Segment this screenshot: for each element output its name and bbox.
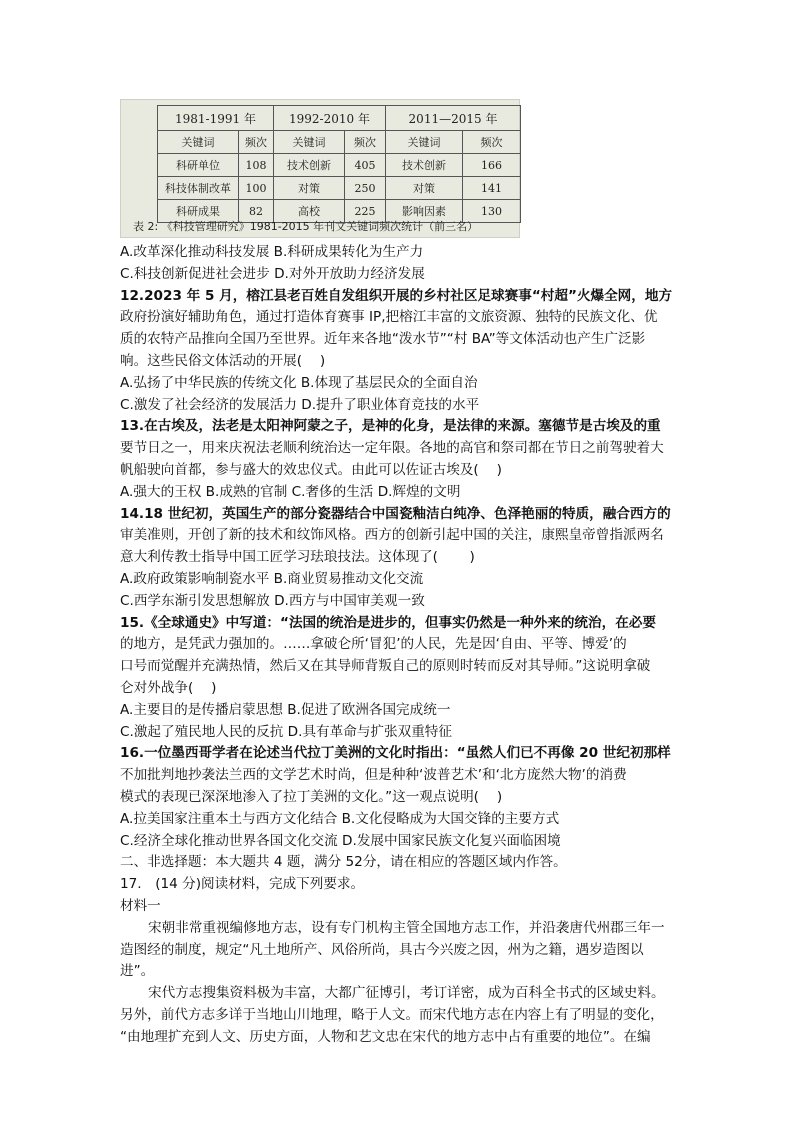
material-heading: 材料一: [120, 897, 161, 914]
question-line: 政府扮演好辅助角色，通过打造体育赛事 IP,把榕江丰富的文旅资源、独特的民族文化、优: [120, 309, 658, 326]
question-line: 意大利传教士指导中国工匠学习珐琅技法。这体现了( ): [120, 549, 475, 566]
table-cell: 技术创新: [386, 154, 463, 177]
table-cell: 对策: [274, 177, 345, 200]
table-cell: 82: [239, 200, 274, 223]
question-line: 响。这些民俗文体活动的开展( ): [120, 352, 326, 369]
table-cell: 100: [239, 177, 274, 200]
table-cell: 108: [239, 154, 274, 177]
table-cell: 225: [345, 200, 386, 223]
question-line: 不加批判地抄袭法兰西的文学艺术时尚，但是种种‘波普艺术’和‘北方庞然大物’的消费: [120, 767, 627, 784]
option-line: A.主要目的是传播启蒙思想 B.促进了欧洲各国完成统一: [120, 701, 451, 718]
material-line: 另外，前代方志多详于当地山川地理，略于人文。而宋代地方志在内容上有了明显的变化，: [120, 1006, 664, 1023]
option-line: A.拉美国家注重本土与西方文化结合 B.文化侵略成为大国交锋的主要方式: [120, 810, 560, 827]
period-header-1: 1981-1991 年: [158, 106, 274, 131]
table-cell: 141: [463, 177, 521, 200]
material-paragraph: 宋朝非常重视编修地方志，设有专门机构主管全国地方志工作，并沿袭唐代州郡三年一: [148, 919, 665, 936]
question-14-stem: 14.18 世纪初，英国生产的部分瓷器结合中国瓷釉洁白纯净、色泽艳丽的特质，融合西方的: [120, 505, 671, 522]
material-line: “由地理扩充到人文、历史方面，人物和艺文忠在宋代的地方志中占有重要的地位”。在编: [120, 1028, 651, 1045]
question-line: 要节日之一，用来庆祝法老顺利统治达一定年限。各地的高官和祭司都在节日之前驾驶着大: [120, 440, 664, 457]
col-header-keyword: 关键词: [386, 131, 463, 154]
table-cell: 130: [463, 200, 521, 223]
section-heading: 二、非选择题：本大题共 4 题，满分 52分，请在相应的答题区域内作答。: [120, 854, 567, 871]
question-line: 模式的表现已深深地渗入了拉丁美洲的文化。”这一观点说明( ): [120, 788, 503, 805]
option-line: C.经济全球化推动世界各国文化交流 D.发展中国家民族文化复兴面临困境: [120, 832, 561, 849]
col-header-keyword: 关键词: [158, 131, 239, 154]
table-cell: 对策: [386, 177, 463, 200]
question-16-stem: 16.一位墨西哥学者在论述当代拉丁美洲的文化时指出：“虽然人们已不再像 20 世纪初那样: [120, 745, 671, 762]
question-15-stem: 15.《全球通史》中写道：“法国的统治是进步的，但事实仍然是一种外来的统治，在必要: [120, 614, 656, 631]
col-header-keyword: 关键词: [274, 131, 345, 154]
question-line: 口号而觉醒并充满热情，然后又在其导师背叛自己的原则时转而反对其导师。”这说明拿破: [120, 658, 651, 675]
question-line: 帆船驶向首都，参与盛大的效忠仪式。由此可以佐证古埃及( ): [120, 461, 502, 478]
period-header-3: 2011—2015 年: [386, 106, 521, 131]
option-line: C.激起了殖民地人民的反抗 D.具有革命与扩张双重特征: [120, 723, 452, 740]
option-line: A.改革深化推动科技发展 B.科研成果转化为生产力: [120, 244, 424, 260]
question-12-stem: 12.2023 年 5 月，榕江县老百姓自发组织开展的乡村社区足球赛事“村超”火爆全网，地方: [120, 287, 673, 304]
table-cell: 技术创新: [274, 154, 345, 177]
table-cell: 影响因素: [386, 200, 463, 223]
option-line: C.科技创新促进社会进步 D.对外开放助力经济发展: [120, 265, 425, 282]
table-cell: 科研成果: [158, 200, 239, 223]
period-header-2: 1992-2010 年: [274, 106, 386, 131]
col-header-freq: 频次: [345, 131, 386, 154]
table-cell: 405: [345, 154, 386, 177]
option-line: A.政府政策影响制瓷水平 B.商业贸易推动文化交流: [120, 570, 424, 587]
table-cell: 科研单位: [158, 154, 239, 177]
question-line: 审美准则，开创了新的技术和纹饰风格。西方的创新引起中国的关注，康熙皇帝曾指派两名: [120, 527, 664, 544]
table-caption: 表 2: 《科技管理研究》1981-2015 年刊文关键词频次统计（前三名）: [133, 220, 479, 233]
option-line: A.强大的王权 B.成熟的官制 C.奢侈的生活 D.辉煌的文明: [120, 483, 461, 500]
col-header-freq: 频次: [463, 131, 521, 154]
option-line: C.西学东渐引发思想解放 D.西方与中国审美观一致: [120, 592, 425, 609]
table-cell: 高校: [274, 200, 345, 223]
keyword-frequency-table-image: [120, 99, 520, 238]
table-row: [158, 154, 521, 177]
table-row: [158, 177, 521, 200]
keyword-frequency-table: [157, 105, 521, 223]
question-line: 质的农特产品推向全国乃至世界。近年来各地“泼水节”“村 BA”等文体活动也产生广泛影: [120, 331, 646, 348]
question-17-stem: 17. (14 分)阅读材料，完成下列要求。: [120, 876, 365, 893]
table-cell: 166: [463, 154, 521, 177]
question-13-stem: 13.在古埃及，法老是太阳神阿蒙之子，是神的化身，是法律的来源。塞德节是古埃及的重: [120, 418, 661, 435]
question-line: 仑对外战争( ): [120, 679, 217, 696]
table-cell: 科技体制改革: [158, 177, 239, 200]
col-header-freq: 频次: [239, 131, 274, 154]
option-line: A.弘扬了中华民族的传统文化 B.体现了基层民众的全面自治: [120, 374, 478, 391]
question-line: 的地方，是凭武力强加的。……拿破仑所‘冒犯’的人民，先是因‘自由、平等、博爱’的: [120, 636, 627, 653]
material-paragraph: 宋代方志搜集资料极为丰富，大都广征博引，考订详密，成为百科全书式的区域史料。: [148, 985, 665, 1002]
material-line: 造图经的制度，规定“凡土地所产、风俗所尚，具古今兴废之因，州为之籍，遇岁造图以: [120, 941, 644, 958]
table-cell: 250: [345, 177, 386, 200]
option-line: C.激发了社会经济的发展活力 D.提升了职业体育竞技的水平: [120, 396, 480, 413]
question-text: [120, 242, 680, 1048]
material-line: 进”。: [120, 963, 155, 980]
